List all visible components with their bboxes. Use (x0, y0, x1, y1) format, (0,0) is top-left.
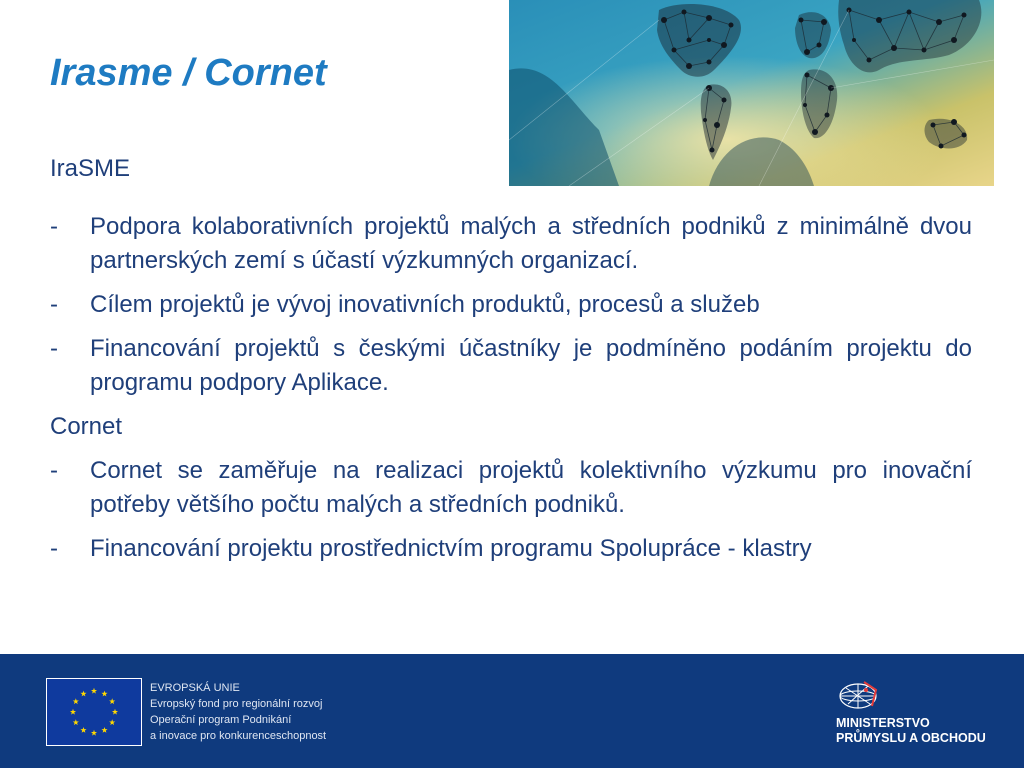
eu-line: Evropský fond pro regionální rozvoj (150, 698, 323, 710)
eu-flag-icon (46, 678, 142, 746)
eu-line: EVROPSKÁ UNIE (150, 682, 240, 694)
eu-line: a inovace pro konkurenceschopnost (150, 730, 327, 742)
bullet-dash: - (50, 535, 58, 562)
irasme-bullet-1 (50, 210, 972, 278)
section-cornet-heading: Cornet (50, 413, 123, 440)
bullet-text: Financování projektu prostřednictvím programu Spolupráce - klastry (90, 535, 812, 562)
ministry-name (836, 716, 986, 746)
section-irasme-heading: IraSME (50, 155, 131, 182)
slide-body (50, 152, 972, 576)
bullet-dash: - (50, 213, 58, 240)
slide-title: Irasme / Cornet (50, 52, 327, 94)
bullet-dash: - (50, 291, 58, 318)
bullet-dash: - (50, 457, 58, 484)
eu-line: Operační program Podnikání (150, 714, 292, 726)
mpo-logo-icon (836, 676, 906, 719)
irasme-bullet-2 (50, 288, 972, 322)
cornet-bullet-2 (50, 532, 972, 566)
irasme-bullet-3 (50, 332, 972, 400)
ministry-line: PRŮMYSLU A OBCHODU (836, 731, 986, 745)
eu-funding-text (150, 680, 326, 744)
bullet-text: Cílem projektů je vývoj inovativních produktů, procesů a služeb (90, 291, 760, 318)
bullet-text: Podpora kolaborativních projektů malých a středních podniků z minimálně dvou partnerských zemí s účastí výzkumných organizací. (90, 213, 972, 274)
footer-bar (0, 654, 1024, 768)
ministry-line: MINISTERSTVO (836, 716, 930, 730)
bullet-dash: - (50, 335, 58, 362)
bullet-text: Cornet se zaměřuje na realizaci projektů kolektivního výzkumu pro inovační potřeby většího počtu malých a středních podniků. (90, 457, 972, 518)
bullet-text: Financování projektů s českými účastníky je podmíněno podáním projektu do programu podpory Aplikace. (90, 335, 972, 396)
cornet-bullet-1 (50, 454, 972, 522)
